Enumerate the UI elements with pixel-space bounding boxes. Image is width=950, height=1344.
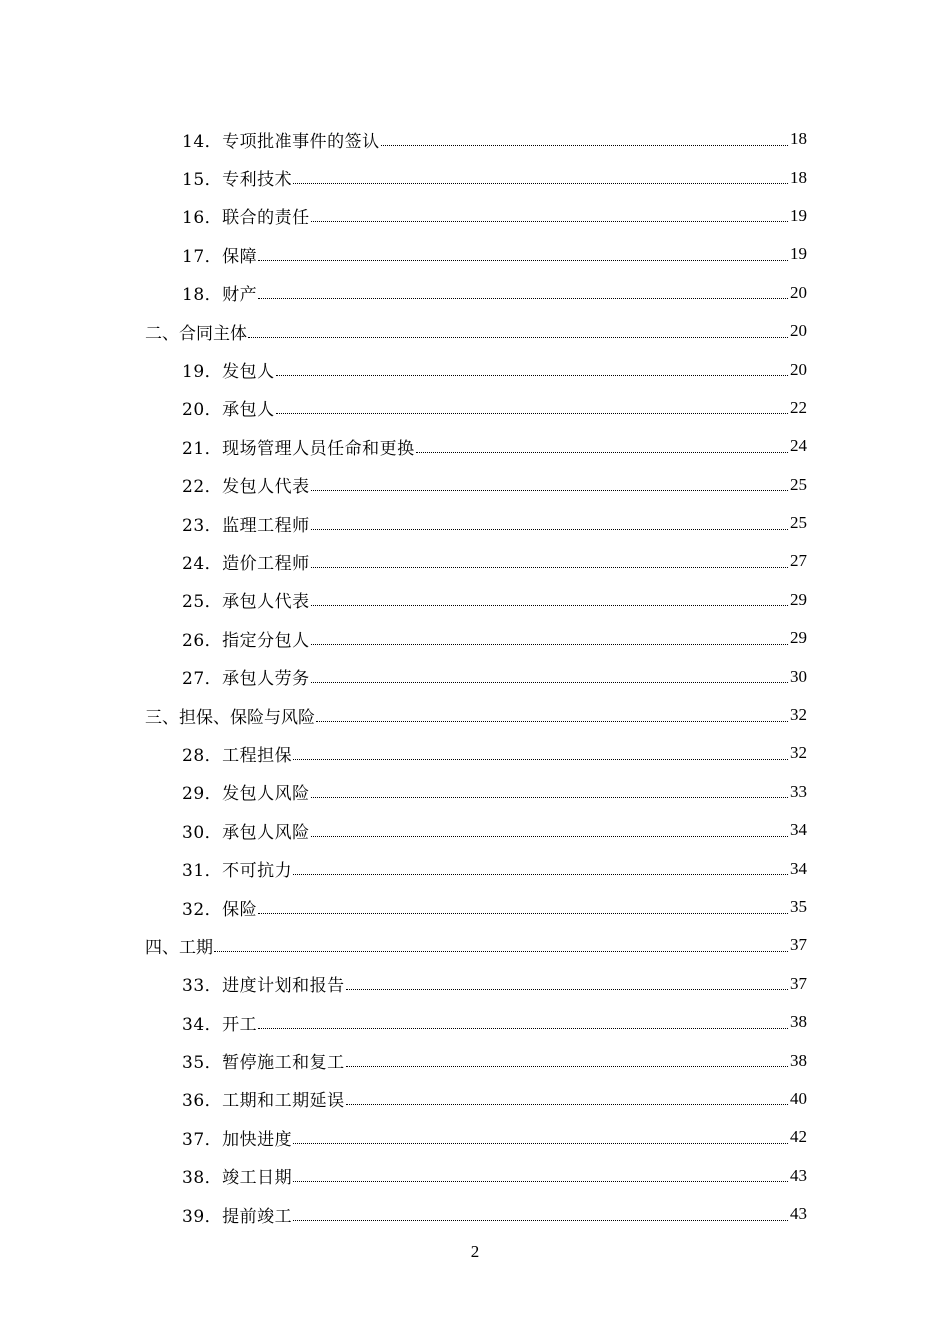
toc-entry-page-number: 33	[790, 781, 807, 801]
toc-entry-title: 四、工期	[145, 937, 213, 958]
toc-dot-leader	[311, 836, 788, 837]
toc-entry[interactable]	[0, 657, 950, 695]
toc-entry-page-number: 40	[790, 1088, 807, 1108]
toc-dot-leader	[258, 298, 788, 299]
toc-entry-title: 37．加快进度	[182, 1129, 293, 1150]
toc-entry[interactable]	[0, 427, 950, 465]
toc-section-heading[interactable]	[0, 696, 950, 734]
toc-entry-page-number: 19	[790, 244, 807, 264]
toc-entry-title: 31．不可抗力	[182, 861, 293, 882]
toc-dot-leader	[293, 1220, 788, 1221]
toc-entry[interactable]	[0, 235, 950, 273]
toc-dot-leader	[316, 721, 788, 722]
toc-dot-leader	[293, 1181, 788, 1182]
toc-entry-page-number: 32	[790, 743, 807, 763]
toc-entry[interactable]	[0, 1195, 950, 1233]
toc-entry[interactable]	[0, 389, 950, 427]
toc-entry[interactable]	[0, 274, 950, 312]
toc-entry-title: 14．专项批准事件的签认	[182, 131, 380, 152]
toc-entry-page-number: 32	[790, 705, 807, 725]
toc-entry[interactable]	[0, 466, 950, 504]
toc-entry-page-number: 20	[790, 282, 807, 302]
toc-entry-page-number: 43	[790, 1204, 807, 1224]
toc-entry-page-number: 30	[790, 666, 807, 686]
toc-entry-title: 24．造价工程师	[182, 553, 310, 574]
toc-entry-title: 38．竣工日期	[182, 1168, 293, 1189]
toc-entry-title: 二、合同主体	[145, 323, 247, 344]
toc-dot-leader	[311, 682, 788, 683]
toc-entry-page-number: 38	[790, 1050, 807, 1070]
toc-entry-page-number: 37	[790, 973, 807, 993]
toc-dot-leader	[258, 1028, 788, 1029]
toc-entry-page-number: 29	[790, 628, 807, 648]
toc-entry-page-number: 22	[790, 397, 807, 417]
toc-entry-title: 39．提前竣工	[182, 1206, 293, 1227]
toc-entry[interactable]	[0, 504, 950, 542]
page-number: 2	[470, 1242, 480, 1261]
toc-entry-page-number: 19	[790, 205, 807, 225]
toc-entry-title: 17．保障	[182, 246, 258, 267]
toc-entry-title: 18．财产	[182, 285, 258, 306]
toc-entry-page-number: 42	[790, 1127, 807, 1147]
toc-dot-leader	[311, 644, 788, 645]
toc-entry-page-number: 34	[790, 858, 807, 878]
toc-entry-page-number: 37	[790, 935, 807, 955]
table-of-contents	[0, 120, 950, 1233]
toc-entry[interactable]	[0, 542, 950, 580]
toc-entry-page-number: 35	[790, 897, 807, 916]
toc-entry-title: 20．承包人	[182, 400, 275, 421]
toc-entry-page-number: 43	[790, 1165, 807, 1185]
toc-dot-leader	[276, 413, 788, 414]
toc-dot-leader	[346, 1104, 788, 1105]
toc-entry[interactable]	[0, 1080, 950, 1118]
toc-entry[interactable]	[0, 849, 950, 887]
toc-entry-title: 23．监理工程师	[182, 515, 310, 536]
toc-entry-title: 34．开工	[182, 1014, 258, 1035]
toc-entry[interactable]	[0, 965, 950, 1003]
toc-entry-page-number: 18	[790, 129, 807, 149]
toc-entry[interactable]	[0, 1157, 950, 1195]
toc-dot-leader	[346, 1066, 788, 1067]
toc-dot-leader	[311, 567, 788, 568]
toc-entry-page-number: 25	[790, 474, 807, 494]
toc-entry[interactable]	[0, 120, 950, 158]
toc-entry-title: 27．承包人劳务	[182, 669, 310, 690]
toc-dot-leader	[311, 605, 788, 606]
toc-entry[interactable]	[0, 811, 950, 849]
toc-entry-page-number: 18	[790, 167, 807, 187]
toc-entry-title: 26．指定分包人	[182, 630, 310, 651]
toc-dot-leader	[258, 260, 788, 261]
toc-entry-page-number: 27	[790, 551, 807, 571]
toc-entry-page-number: 34	[790, 820, 807, 840]
toc-entry-title: 22．发包人代表	[182, 477, 310, 498]
toc-dot-leader	[311, 490, 788, 491]
toc-dot-leader	[346, 989, 788, 990]
toc-entry[interactable]	[0, 1041, 950, 1079]
toc-entry[interactable]	[0, 1118, 950, 1156]
toc-entry[interactable]	[0, 888, 950, 926]
toc-entry-page-number: 38	[790, 1012, 807, 1032]
toc-dot-leader	[293, 183, 788, 184]
toc-entry-title: 35．暂停施工和复工	[182, 1053, 345, 1074]
toc-entry-title: 15．专利技术	[182, 170, 293, 191]
toc-entry-page-number: 20	[790, 321, 807, 341]
toc-dot-leader	[311, 797, 788, 798]
toc-entry[interactable]	[0, 1003, 950, 1041]
toc-dot-leader	[258, 913, 788, 914]
toc-entry-title: 19．发包人	[182, 362, 275, 383]
toc-entry-page-number: 29	[790, 589, 807, 609]
toc-dot-leader	[381, 145, 788, 146]
toc-entry[interactable]	[0, 350, 950, 388]
toc-entry-title: 36．工期和工期延误	[182, 1091, 345, 1112]
toc-dot-leader	[248, 337, 788, 338]
toc-dot-leader	[214, 951, 788, 952]
toc-entry-title: 三、担保、保险与风险	[145, 707, 315, 728]
toc-entry-title: 21．现场管理人员任命和更换	[182, 438, 415, 459]
toc-entry[interactable]	[0, 773, 950, 811]
toc-dot-leader	[311, 221, 788, 222]
toc-entry-title: 30．承包人风险	[182, 822, 310, 843]
toc-dot-leader	[293, 874, 788, 875]
toc-entry[interactable]	[0, 197, 950, 235]
toc-entry-page-number: 20	[790, 359, 807, 379]
toc-entry[interactable]	[0, 158, 950, 196]
toc-entry[interactable]	[0, 619, 950, 657]
toc-dot-leader	[293, 1143, 788, 1144]
toc-section-heading[interactable]	[0, 312, 950, 350]
toc-dot-leader	[311, 529, 788, 530]
toc-dot-leader	[276, 375, 788, 376]
toc-entry-title: 33．进度计划和报告	[182, 976, 345, 997]
toc-entry-title: 32．保险	[182, 899, 258, 920]
toc-dot-leader	[293, 759, 788, 760]
toc-entry[interactable]	[0, 581, 950, 619]
toc-entry-title: 28．工程担保	[182, 745, 293, 766]
toc-entry-title: 29．发包人风险	[182, 784, 310, 805]
toc-entry-page-number: 24	[790, 436, 807, 456]
toc-entry-page-number: 25	[790, 513, 807, 533]
toc-entry[interactable]	[0, 734, 950, 772]
toc-entry-title: 25．承包人代表	[182, 592, 310, 613]
toc-dot-leader	[416, 452, 788, 453]
toc-entry-title: 16．联合的责任	[182, 208, 310, 229]
toc-section-heading[interactable]	[0, 926, 950, 964]
